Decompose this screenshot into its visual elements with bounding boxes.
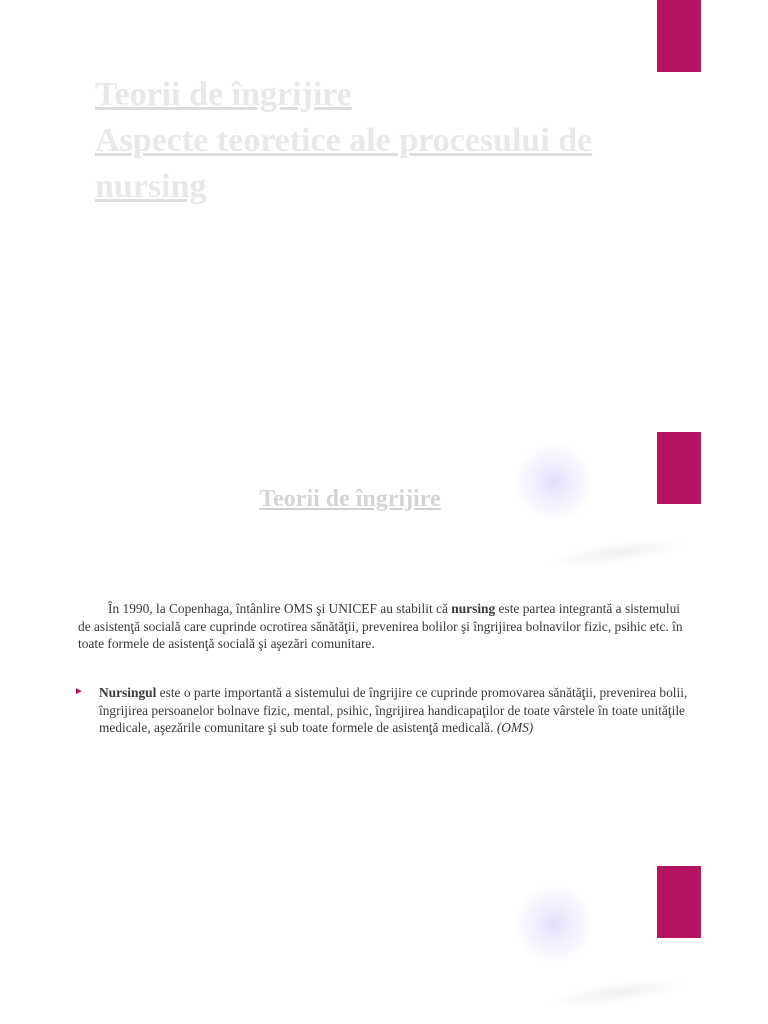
- bullet-item: [74, 684, 690, 737]
- decorative-swoosh: [547, 972, 689, 1013]
- bullet-paragraph: [99, 684, 689, 737]
- slide-content: [0, 432, 768, 864]
- bullet-arrow-icon: ►: [74, 686, 84, 697]
- para-text: este partea integrantă a sistemului de asistenţă socială care cuprinde ocrotirea sănătăţii, prevenirea bolilor şi îngrijirea bolnavilor fizic, psihic etc. în toate formele de asistenţă socială şi aşezări comunitare.: [78, 601, 683, 651]
- para-text: În 1990, la Copenhaga, întânlire OMS şi UNICEF au stabilit că: [108, 601, 452, 616]
- presentation-title: [95, 72, 593, 222]
- slide-next: [0, 864, 768, 1024]
- bullet-bold-term: Nursingul: [99, 685, 157, 700]
- slide-title: [0, 0, 768, 432]
- accent-tab: [657, 0, 701, 72]
- title-line: nursing: [95, 168, 207, 205]
- decorative-swoosh: [547, 532, 689, 573]
- definition-paragraph: [78, 600, 690, 653]
- decorative-glow: [516, 886, 592, 962]
- title-line: Teorii de îngrijire: [95, 76, 352, 113]
- para-bold-term: nursing: [451, 601, 496, 616]
- bullet-text: este o parte importantă a sistemului de îngrijire ce cuprinde promovarea sănătăţii, prevenirea bolii, îngrijirea persoanelor bolnave fizic, mental, psihic, îngrijirea handicapaţilor de toate vârstele în toate unităţile medicale, aşezările comunitare şi sub toate formele de asistenţă medicală.: [99, 685, 688, 735]
- section-title: Teorii de îngrijire: [259, 486, 441, 512]
- title-line: Aspecte teoretice ale procesului de: [95, 122, 593, 159]
- accent-tab: [657, 866, 701, 938]
- bullet-source: (OMS): [496, 720, 534, 735]
